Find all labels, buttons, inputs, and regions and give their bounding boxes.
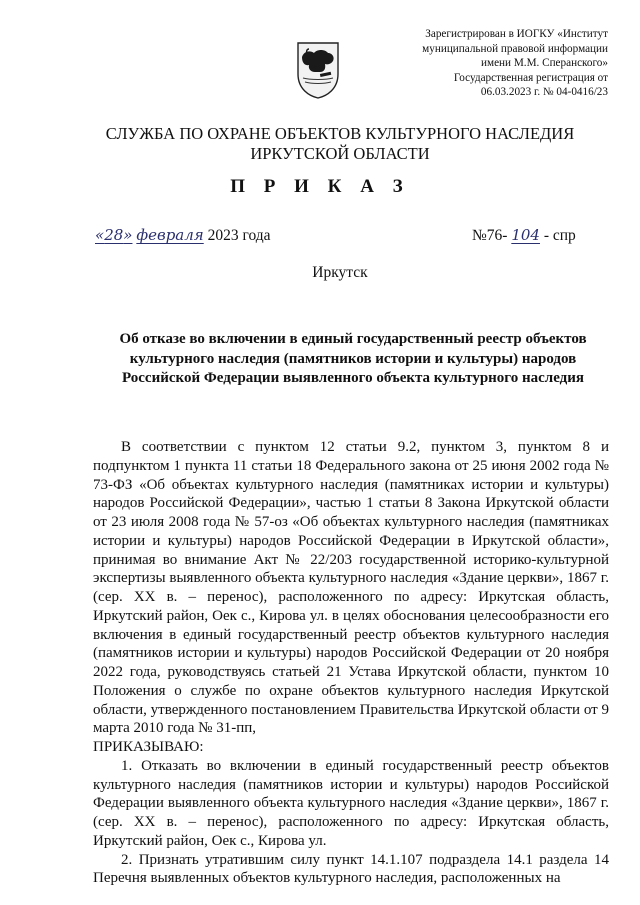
registration-line: Зарегистрирован в ИОГКУ «Институт: [425, 28, 608, 40]
document-type-title: П Р И К А З: [230, 176, 410, 197]
subject-line: Об отказе во включении в единый государственный реестр объектов: [119, 331, 587, 347]
handwritten-month: февраля: [136, 226, 204, 244]
order-number-suffix: - спр: [543, 227, 576, 244]
registration-line: муниципальной правовой информации: [422, 42, 608, 55]
agency-name-line: СЛУЖБА ПО ОХРАНЕ ОБЪЕКТОВ КУЛЬТУРНОГО НАСЛЕДИЯ: [105, 124, 575, 143]
subject-line: Российской Федерации выявленного объекта культурного наследия: [121, 370, 585, 386]
order-directive-word: ПРИКАЗЫВАЮ:: [93, 739, 204, 755]
date-close-quote: »: [123, 226, 133, 244]
city-name: Иркутск: [312, 264, 368, 281]
handwritten-day: 28: [104, 226, 124, 244]
registration-line: 06.03.2023 г. № 04-0416/23: [480, 86, 608, 99]
order-number-prefix: №76-: [472, 227, 508, 244]
agency-name-line: ИРКУТСКОЙ ОБЛАСТИ: [250, 144, 430, 163]
order-item-2: 2. Признать утратившим силу пункт 14.1.107 подраздела 14.1 раздела 14 Перечня выявленных объектов культурного наследия, расположенных на: [93, 851, 609, 887]
preamble-paragraph: В соответствии с пунктом 12 статьи 9.2, пунктом 3, пунктом 8 и подпунктом 1 пункта 11 статьи 18 Федерального закона от 25 июня 2002 года № 73-ФЗ «Об объектах культурного наследия (памятниках истории и культуры) народов Российской Федерации», частью 1 статьи 8 Закона Иркутской области от 23 июля 2008 года № 57-оз «Об объектах культурного наследия (памятниках истории и культуры) народов Российской Федерации в Иркутской области», принимая во внимание Акт № 22/203 государственной историко-культурной экспертизы выявленного объекта культурного наследия «Здание церкви», 1867 г. (сер. XX в. – перенос), расположенного по адресу: Иркутская область, Иркутский район, Оек с., Кирова ул. в целях обоснования целесообразности его включения в единый государственный реестр объектов культурного наследия (памятников истории и культуры) народов Российской Федерации от 20 ноября 2022 года, руководствуясь статьей 21 Устава Иркутской области, пунктом 10 Положения о службе по охране объектов культурного наследия Иркутской области, утвержденного постановлением Правительства Иркутской области от 9 марта 2010 года № 31-пп,: [93, 439, 609, 737]
order-date: [95, 226, 271, 245]
registration-note: [388, 27, 608, 100]
order-body: [93, 438, 609, 888]
subject-line: культурного наследия (памятников истории и культуры) народов: [129, 350, 577, 367]
registration-line: Государственная регистрация от: [453, 71, 608, 84]
order-number: [472, 226, 576, 245]
date-open-quote: «: [95, 226, 105, 244]
coat-of-arms-emblem: [295, 40, 341, 100]
registration-line: имени М.М. Сперанского»: [481, 57, 608, 70]
order-item-1: 1. Отказать во включении в единый государственный реестр объектов культурного наследия (памятников истории и культуры) народов Российской Федерации выявленного объекта культурного наследия «Здание церкви», 1867 г. (сер. XX в. – перенос), расположенного по адресу: Иркутская область, Иркутский район, Оек с., Кирова ул.: [93, 757, 609, 849]
agency-name: [0, 124, 640, 164]
handwritten-number: 104: [511, 226, 540, 244]
date-year: 2023 года: [207, 227, 271, 244]
order-subject: [98, 330, 608, 389]
